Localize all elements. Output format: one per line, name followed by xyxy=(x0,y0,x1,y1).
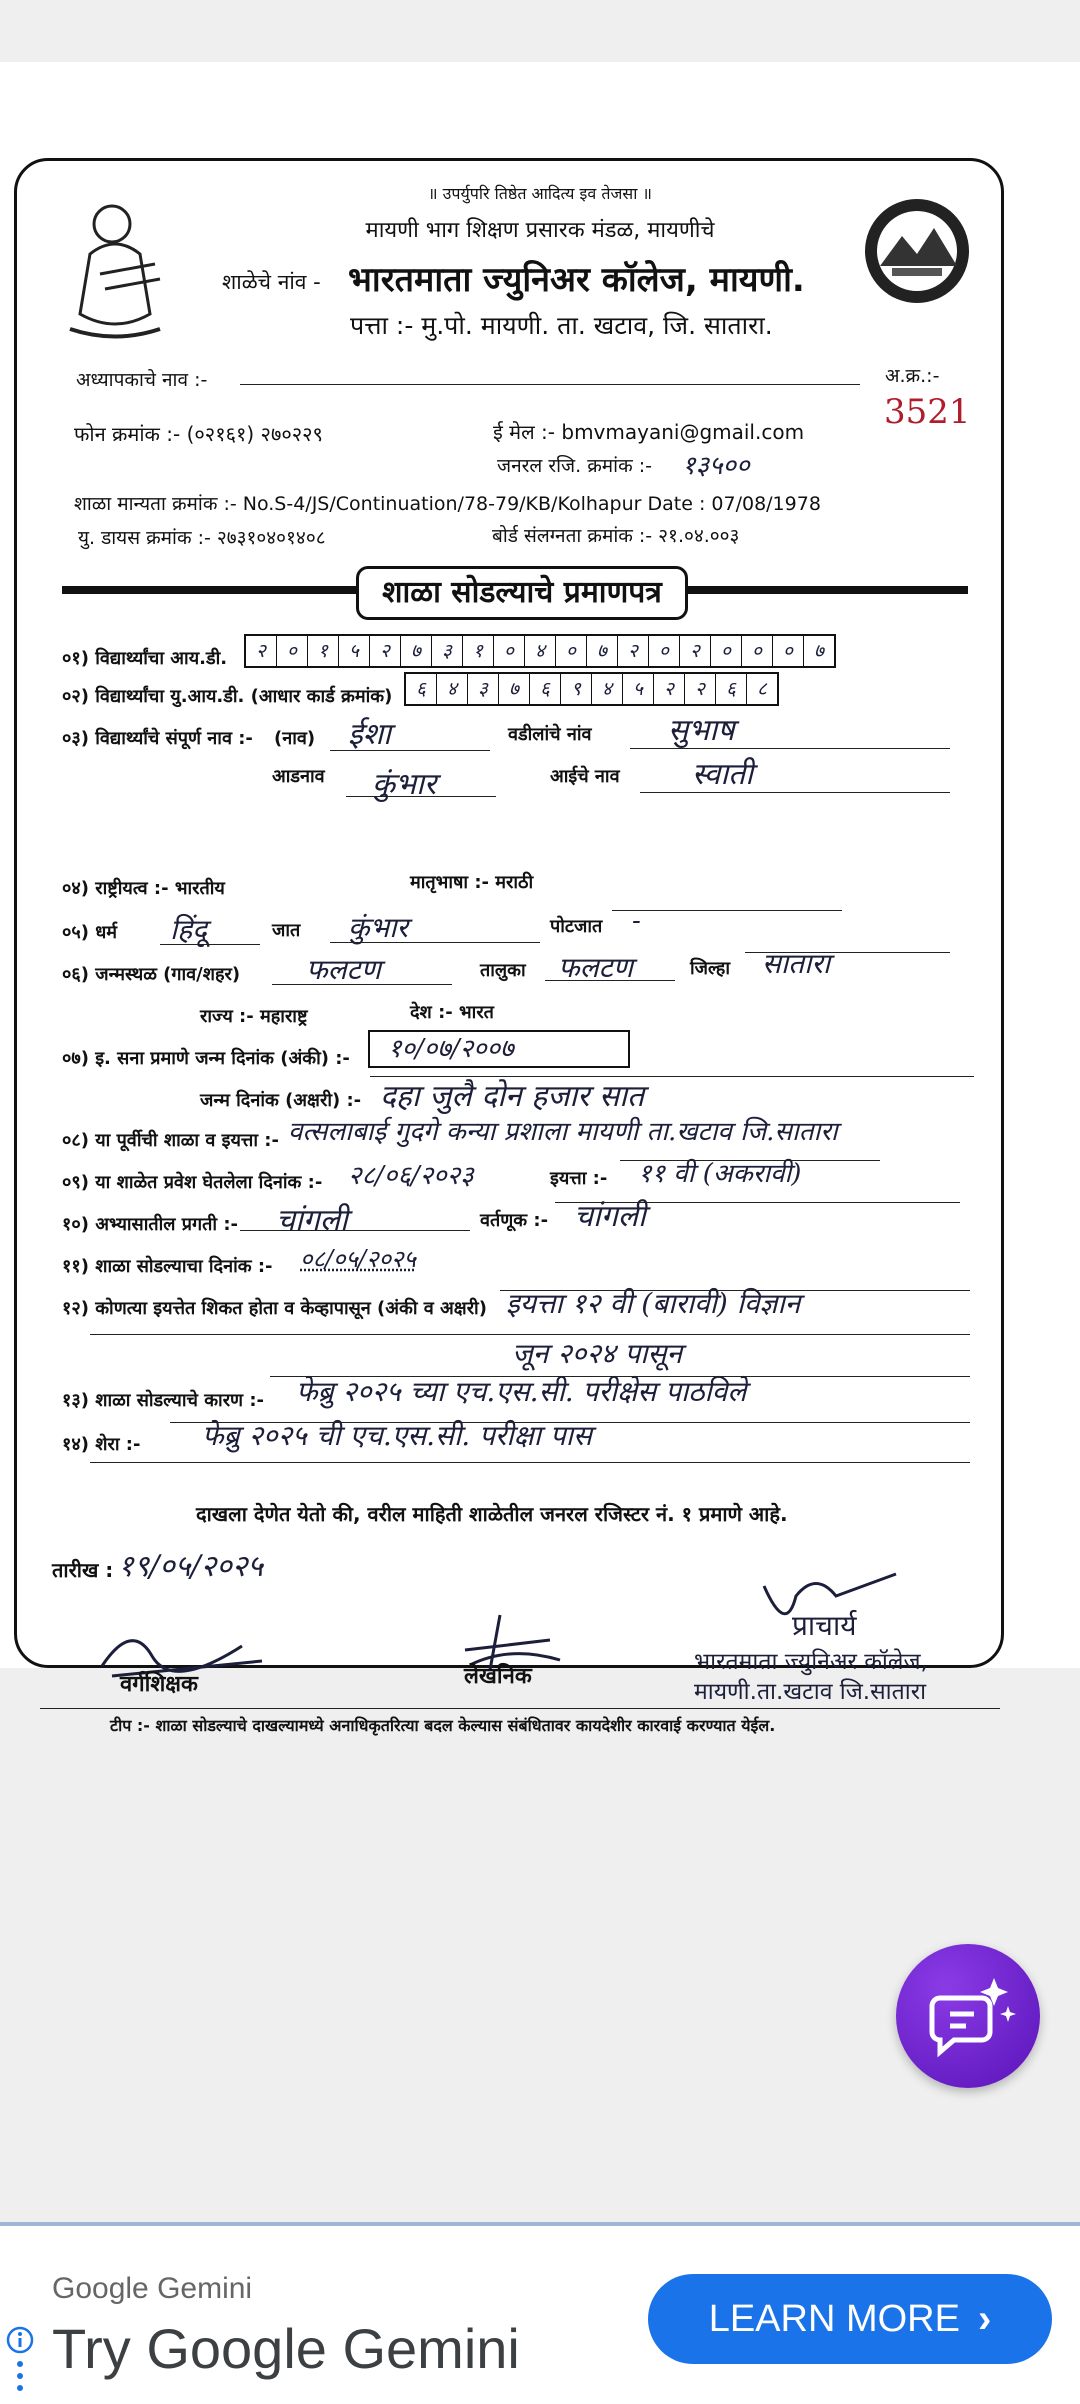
religion-label: ०५) धर्म xyxy=(62,922,118,943)
school-label: शाळेचे नांव - xyxy=(222,270,321,294)
remark-value: फेब्रु २०२५ ची एच.एस.सी. परीक्षा पास xyxy=(202,1419,592,1452)
rule xyxy=(330,942,540,943)
religion-value: हिंदू xyxy=(170,913,207,946)
rule xyxy=(630,748,950,749)
ad-headline: Try Google Gemini xyxy=(52,2317,520,2380)
email: ई मेल :- bmvmayani@gmail.com xyxy=(493,420,805,444)
gen-reg-value: १३५०० xyxy=(682,451,750,481)
digit-cell: ० xyxy=(494,636,525,666)
digit-cell: ३ xyxy=(468,674,499,704)
mother-label: आईचे नाव xyxy=(550,766,620,787)
digit-cell: ० xyxy=(773,636,804,666)
digit-cell: २ xyxy=(618,636,649,666)
ai-assistant-button[interactable] xyxy=(896,1944,1040,2088)
dob-words-value: दहा जुलै दोन हजार सात xyxy=(380,1079,645,1114)
school-address: पत्ता :- मु.पो. मायणी. ता. खटाव, जि. सातारा. xyxy=(350,311,773,340)
taluka-label: तालुका xyxy=(480,960,526,981)
principal-label: प्राचार्य xyxy=(792,1609,857,1642)
rule xyxy=(346,796,496,797)
digit-cell: ३ xyxy=(432,636,463,666)
subcaste-label: पोटजात xyxy=(550,916,603,937)
digit-cell: २ xyxy=(370,636,401,666)
father-label: वडीलांचे नांव xyxy=(508,724,592,745)
date-label: तारीख : xyxy=(52,1558,114,1582)
rule xyxy=(640,792,950,793)
leaving-date-label: ११) शाळा सोडल्याचा दिनांक :- xyxy=(62,1256,273,1277)
digit-cell: २ xyxy=(685,674,716,704)
rule xyxy=(90,1462,970,1463)
dob-words-label: जन्म दिनांक (अक्षरी) :- xyxy=(200,1090,362,1111)
rule xyxy=(545,980,675,981)
leaving-date-value: ०८/०५/२०२५ xyxy=(300,1245,417,1273)
digit-cell: ० xyxy=(277,636,308,666)
digit-cell: ० xyxy=(711,636,742,666)
digit-cell: ७ xyxy=(814,640,824,662)
rule xyxy=(370,1076,974,1077)
phone: फोन क्रमांक :- (०२१६१) २७०२२९ xyxy=(74,422,323,446)
digit-cell: ४ xyxy=(592,674,623,704)
digit-cell: ६ xyxy=(530,674,561,704)
taluka-value: फलटण xyxy=(558,951,633,984)
digit-cell: २ xyxy=(680,636,711,666)
district-label: जिल्हा xyxy=(690,958,730,979)
digit-cell: २ xyxy=(654,674,685,704)
top-bar xyxy=(0,0,1080,62)
country: देश :- भारत xyxy=(410,1002,494,1023)
sparkle-chat-icon xyxy=(896,1944,1040,2088)
surname-value: कुंभार xyxy=(372,767,437,802)
rule xyxy=(90,1334,970,1335)
college-logo-icon xyxy=(862,196,972,306)
caste-label: जात xyxy=(272,920,301,941)
board-affiliation: बोर्ड संलग्नता क्रमांक :- २१.०४.००३ xyxy=(492,525,740,547)
class-label: इयत्ता :- xyxy=(550,1168,608,1189)
footer-rule xyxy=(40,1708,1000,1709)
digit-cell: ६ xyxy=(406,674,437,704)
recognition: शाळा मान्यता क्रमांक :- No.S-4/JS/Continuation/78-79/KB/Kolhapur Date : 07/08/1978 xyxy=(74,493,821,515)
ad-info-icon[interactable] xyxy=(6,2326,34,2396)
clerk-label: लेखनिक xyxy=(464,1664,532,1689)
prev-school-value: वत्सलाबाई गुदगे कन्या प्रशाला मायणी ता.खटाव जि.सातारा xyxy=(288,1117,838,1147)
conduct-value: चांगली xyxy=(574,1199,646,1234)
digit-cell: ५ xyxy=(623,674,654,704)
studying-label: १२) कोणत्या इयत्तेत शिकत होता व केव्हापासून (अंकी व अक्षरी) xyxy=(62,1298,487,1319)
rule xyxy=(270,1376,970,1377)
certificate-title: शाळा सोडल्याचे प्रमाणपत्र xyxy=(356,566,688,620)
rule xyxy=(620,1160,880,1161)
date-value: १९/०५/२०२५ xyxy=(118,1549,264,1584)
digit-cell: ५ xyxy=(339,636,370,666)
student-id-boxes xyxy=(244,634,836,668)
studying-value: इयत्ता १२ वी (बारावी) विज्ञान xyxy=(506,1287,801,1320)
state: राज्य :- महाराष्ट्र xyxy=(200,1006,308,1027)
rule xyxy=(272,984,452,985)
conduct-label: वर्तणूक :- xyxy=(480,1210,549,1231)
digit-cell: ७ xyxy=(587,636,618,666)
rule xyxy=(555,1202,960,1203)
mother-value: स्वाती xyxy=(692,757,753,792)
learn-more-button[interactable] xyxy=(648,2274,1052,2364)
rule xyxy=(240,384,860,385)
society-name: मायणी भाग शिक्षण प्रसारक मंडळ, मायणीचे xyxy=(365,218,715,243)
progress-value: चांगली xyxy=(276,1203,348,1238)
rule xyxy=(745,952,950,953)
digit-cell: २ xyxy=(246,636,277,666)
digit-cell: ६ xyxy=(716,674,747,704)
learn-more-label: LEARN MORE xyxy=(708,2297,960,2340)
student-id-label: ०१) विद्यार्थ्यांचा आय.डी. xyxy=(62,648,228,669)
mother-tongue: मातृभाषा :- मराठी xyxy=(410,872,534,893)
digit-cell: ८ xyxy=(757,678,767,700)
rule xyxy=(240,1230,470,1231)
digit-cell: ७ xyxy=(499,674,530,704)
full-name-label: ०३) विद्यार्थ्यांचे संपूर्ण नाव :- xyxy=(62,728,253,749)
rule xyxy=(160,944,260,945)
nationality: ०४) राष्ट्रीयत्व :- भारतीय xyxy=(62,878,225,899)
birthplace-label: ०६) जन्मस्थळ (गाव/शहर) xyxy=(62,964,241,985)
school-name: भारतमाता ज्युनिअर कॉलेज, मायणी. xyxy=(348,260,805,300)
class-value: ११ वी (अकरावी) xyxy=(638,1159,802,1189)
remark-label: १४) शेरा :- xyxy=(62,1434,141,1455)
reason-value: फेब्रु २०२५ च्या एच.एस.सी. परीक्षेस पाठविले xyxy=(296,1375,747,1408)
motto: ॥ उपर्युपरि तिष्ठेत आदित्य इव तेजसा ॥ xyxy=(427,184,653,203)
serial-label: अ.क्र.:- xyxy=(885,365,940,387)
digit-cell: ० xyxy=(742,636,773,666)
subcaste-value: - xyxy=(632,906,641,936)
caste-value: कुंभार xyxy=(348,911,408,944)
aadhaar-label: ०२) विद्यार्थ्यांचा यु.आय.डी. (आधार कार्ड क्रमांक) xyxy=(62,686,393,707)
father-value: सुभाष xyxy=(668,713,735,748)
serial-number: 3521 xyxy=(884,392,971,432)
aadhaar-boxes xyxy=(404,672,779,706)
dob-label: ०७) इ. सना प्रमाणे जन्म दिनांक (अंकी) :- xyxy=(62,1048,350,1069)
digit-cell: ९ xyxy=(561,674,592,704)
digit-cell: ४ xyxy=(525,636,556,666)
digit-cell: १ xyxy=(463,636,494,666)
ad-banner[interactable] xyxy=(0,2222,1080,2404)
digit-cell: ४ xyxy=(437,674,468,704)
birthplace-value: फलटण xyxy=(306,953,381,986)
district-value: सातारा xyxy=(762,947,831,980)
ad-brand: Google Gemini xyxy=(52,2272,253,2305)
digit-cell: ७ xyxy=(401,636,432,666)
footnote: टीप :- शाळा सोडल्याचे दाखल्यामध्ये अनाधिकृतरित्या बदल केल्यास संबंधितावर कायदेशीर कारवाई करण्यात येईल. xyxy=(110,1716,776,1735)
stamp-line-1: भारतमाता ज्युनिअर कॉलेज, xyxy=(694,1649,928,1675)
teacher-name-label: अध्यापकाचे नाव :- xyxy=(76,369,208,391)
name-value: ईशा xyxy=(348,717,391,752)
digit-cell: ० xyxy=(649,636,680,666)
admission-date-label: ०९) या शाळेत प्रवेश घेतलेला दिनांक :- xyxy=(62,1172,323,1193)
rule xyxy=(500,1290,970,1291)
name-label: (नाव) xyxy=(274,728,316,749)
studying-since-value: जून २०२४ पासून xyxy=(512,1337,682,1370)
rule xyxy=(330,750,490,751)
gen-reg-label: जनरल रजि. क्रमांक :- xyxy=(497,455,652,477)
dob-value: १०/०७/२००७ xyxy=(368,1030,630,1068)
rule xyxy=(170,1422,970,1423)
class-teacher-label: वर्गशिक्षक xyxy=(120,1672,198,1697)
prev-school-label: ०८) या पूर्वीची शाळा व इयत्ता :- xyxy=(62,1130,279,1151)
rule xyxy=(612,910,842,911)
stamp-line-2: मायणी.ता.खटाव जि.सातारा xyxy=(694,1679,927,1705)
progress-label: १०) अभ्यासातील प्रगती :- xyxy=(62,1214,239,1235)
reason-label: १३) शाळा सोडल्याचे कारण :- xyxy=(62,1390,265,1411)
udise: यु. डायस क्रमांक :- २७३१०४०१४०८ xyxy=(78,527,326,549)
surname-label: आडनाव xyxy=(272,766,325,787)
admission-date-value: २८/०६/२०२३ xyxy=(348,1161,474,1191)
digit-cell: १ xyxy=(308,636,339,666)
certify-text: दाखला देणेत येतो की, वरील माहिती शाळेतील जनरल रजिस्टर नं. १ प्रमाणे आहे. xyxy=(196,1502,788,1526)
chevron-right-icon: › xyxy=(977,2296,992,2341)
certificate-image xyxy=(0,62,1080,1735)
digit-cell: ० xyxy=(556,636,587,666)
